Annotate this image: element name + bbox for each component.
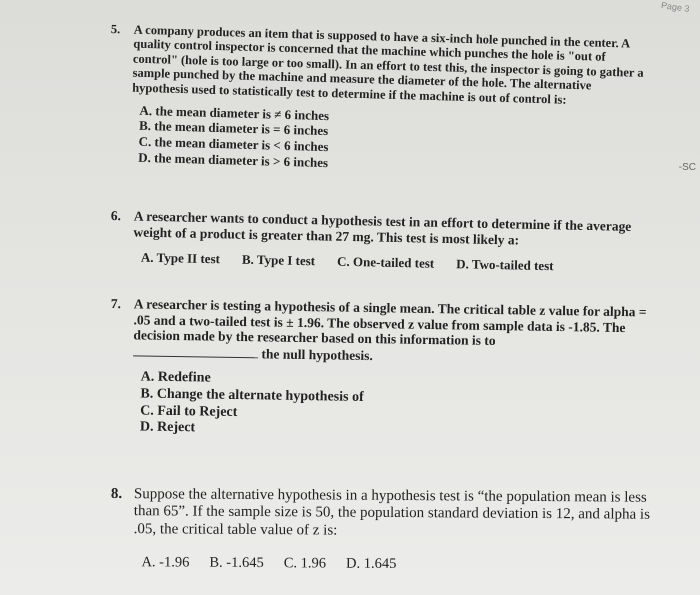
question-number: 6.: [110, 207, 122, 224]
page-corner-label: Page 3: [660, 0, 691, 14]
option-d: D. 1.645: [346, 555, 397, 572]
question-stem: [133, 296, 652, 367]
options-list: [140, 370, 651, 445]
option-c: C. One-tailed test: [336, 253, 435, 271]
option-b: B. Type I test: [241, 251, 316, 269]
question-stem-tail: the null hypothesis.: [261, 345, 374, 363]
option-c: C. 1.96: [283, 554, 327, 572]
question-number: 7.: [110, 295, 122, 312]
option-b: B. -1.645: [209, 554, 264, 571]
options-row: [141, 554, 651, 575]
question-6: [111, 208, 652, 276]
question-stem-text: A researcher is testing a hypothesis of a single mean. The critical table z value for alpha = .05 and a two-tailed test is ± 1.96. The observed z value from sample data is -1.85. The decision made by the researcher based on this information is to: [133, 296, 647, 349]
question-5: [108, 22, 652, 179]
option-a: A. -1.96: [141, 553, 190, 571]
question-stem: A researcher wants to conduct a hypothesis test in an effort to determine if the average weight of a product is greater than 27 mg. This test is most likely a:: [133, 208, 632, 248]
option-d: D. Reject: [139, 419, 196, 436]
question-stem: A company produces an item that is supposed to have a six-inch hole punched in the center. A quality control inspector is concerned that the machine which punches the hole is "out of control" (hole is too large or too small). In an effort to test this, the inspector is going to gather a sample punched by the machine and measure the diameter of the hole. The alternative hypothesis used to statistically test to determine if the machine is out of control is:: [131, 22, 644, 107]
question-7: [110, 296, 652, 445]
option-a: A. the mean diameter is ≠ 6 inches: [139, 102, 330, 123]
page-edge-text: -SC: [678, 162, 696, 173]
options-row: [141, 250, 651, 277]
question-number: 8.: [110, 485, 123, 503]
options-list: [138, 103, 650, 180]
question-stem: Suppose the alternative hypothesis in a hypothesis test is “the population mean is less than 65”. If the sample size is 50, the population standard deviation is 12, and alpha is .05, the critical table value of z is:: [133, 486, 651, 539]
option-c: C. the mean diameter is < 6 inches: [138, 133, 329, 155]
option-d: D. Two-tailed test: [456, 256, 554, 274]
option-a: A. Type II test: [140, 249, 221, 267]
option-a: A. Redefine: [140, 369, 211, 386]
option-b: B. the mean diameter is = 6 inches: [138, 118, 329, 139]
question-8: [111, 486, 652, 575]
option-c: C. Fail to Reject: [140, 403, 238, 420]
question-number: 5.: [110, 21, 121, 37]
answer-blank: [133, 343, 258, 358]
option-b: B. Change the alternate hypothesis of: [140, 386, 364, 405]
option-d: D. the mean diameter is > 6 inches: [138, 149, 329, 170]
